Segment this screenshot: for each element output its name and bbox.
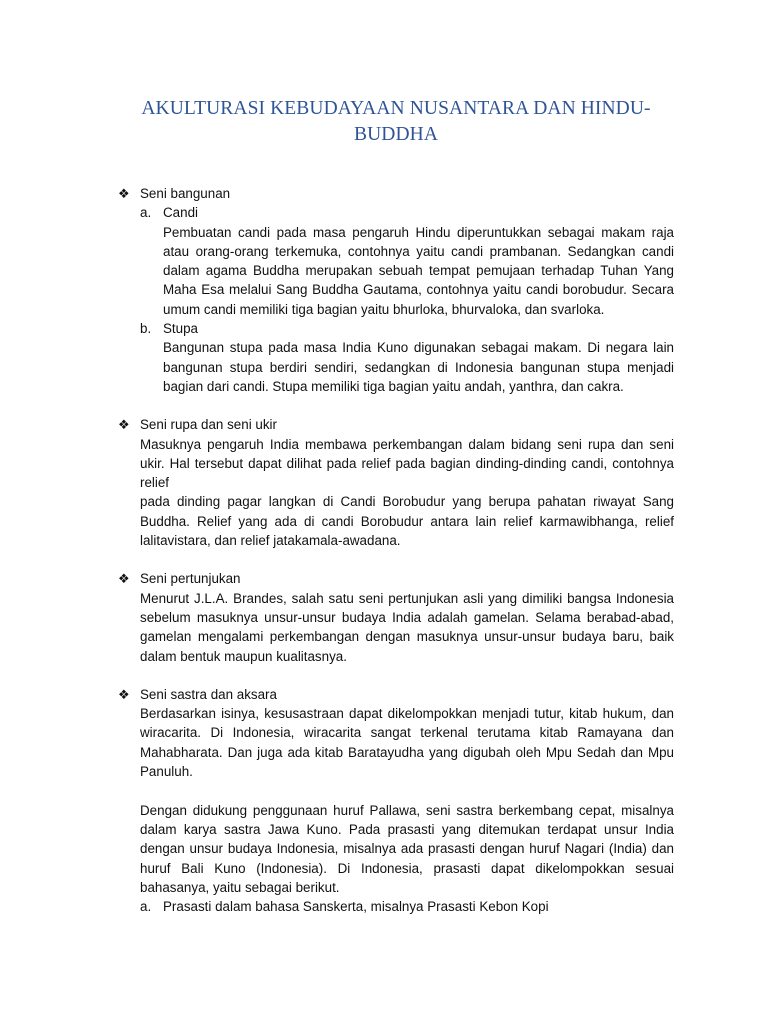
diamond-star-bullet-icon: ❖ [118, 186, 130, 201]
section-heading-row [118, 415, 674, 434]
section-heading: Seni sastra dan aksara [140, 686, 277, 702]
list-letter: a. [140, 899, 152, 915]
section-seni-pertunjukan [118, 569, 674, 665]
list-item [140, 203, 674, 222]
document-title: AKULTURASI KEBUDAYAAN NUSANTARA DAN HINDU-BUDDHA [141, 98, 651, 145]
list-item-text: Pembuatan candi pada masa pengaruh Hindu diperuntukkan sebagai makam raja atau orang-orang terkemuka, contohnya yaitu candi prambanan. Sedangkan candi dalam agama Buddha merupakan sebuah tempat pemujaan terhadap Tuhan Yang Maha Esa melalui Sang Buddha Gautama, contohnya yaitu candi borobudur. Secara umum candi memiliki tiga bagian yaitu bhurloka, bhurvaloka, dan svarloka. [163, 224, 674, 317]
section-heading: Seni pertunjukan [140, 571, 241, 587]
list-item-text: Bangunan stupa pada masa India Kuno digunakan sebagai makam. Di negara lain bangunan stupa berdiri sendiri, sedangkan di Indonesia bangunan stupa menjadi bagian dari candi. Stupa memiliki tiga bagian yaitu andah, yanthra, dan cakra. [163, 340, 674, 394]
list-letter: a. [140, 205, 152, 221]
list-letter: b. [140, 321, 152, 337]
section-body [140, 704, 674, 897]
diamond-star-bullet-icon: ❖ [118, 571, 130, 587]
section-seni-rupa [118, 415, 674, 550]
list-item [140, 897, 674, 916]
section-heading-row [118, 184, 674, 203]
list-item-label: Prasasti dalam bahasa Sanskerta, misalnya Prasasti Kebon Kopi [163, 899, 549, 915]
section-heading: Seni rupa dan seni ukir [140, 417, 277, 433]
section-seni-sastra [118, 685, 674, 917]
list-item-label: Candi [163, 205, 198, 221]
list-item [140, 319, 674, 338]
paragraph-gap [140, 781, 674, 800]
paragraph: Berdasarkan isinya, kesusastraan dapat dikelompokkan menjadi tutur, kitab hukum, dan wiracarita. Di Indonesia, wiracarita sangat terkenal terutama kitab Ramayana dan Mahabharata. Dan juga ada kitab Baratayudha yang digubah oleh Mpu Sedah dan Mpu Panuluh. [140, 706, 674, 780]
paragraph: pada dinding pagar langkan di Candi Borobudur yang berupa pahatan riwayat Sang Buddha. Relief yang ada di candi Borobudur antara lain relief karmawibhanga, relief lalitavistara, dan relief jatakamala-awadana. [140, 494, 674, 549]
section-seni-bangunan [118, 184, 674, 396]
paragraph: Dengan didukung penggunaan huruf Pallawa, seni sastra berkembang cepat, misalnya dalam karya sastra Jawa Kuno. Pada prasasti yang ditemukan terdapat unsur India dengan unsur budaya Indonesia, misalnya ada prasasti dengan huruf Nagari (India) dan huruf Bali Kuno (Indonesia). Di Indonesia, prasasti dapat dikelompokkan sesuai bahasanya, yaitu sebagai berikut. [140, 802, 674, 895]
paragraph: Masuknya pengaruh India membawa perkembangan dalam bidang seni rupa dan seni ukir. Hal tersebut dapat dilihat pada relief pada bagian dinding-dinding candi, contohnya relief [140, 436, 674, 491]
paragraph: Menurut J.L.A. Brandes, salah satu seni pertunjukan asli yang dimiliki bangsa Indonesia sebelum masuknya unsur-unsur budaya India adalah gamelan. Selama berabad-abad, gamelan mengalami perkembangan dengan masuknya unsur-unsur budaya baru, baik dalam bentuk maupun kualitasnya. [140, 590, 674, 664]
list-item-label: Stupa [163, 321, 198, 337]
section-body [140, 435, 674, 551]
diamond-star-bullet-icon: ❖ [118, 686, 130, 702]
section-heading: Seni bangunan [140, 186, 231, 201]
section-body [140, 589, 674, 666]
section-heading-row [118, 685, 674, 704]
section-heading-row [118, 569, 674, 588]
diamond-star-bullet-icon: ❖ [118, 417, 130, 433]
